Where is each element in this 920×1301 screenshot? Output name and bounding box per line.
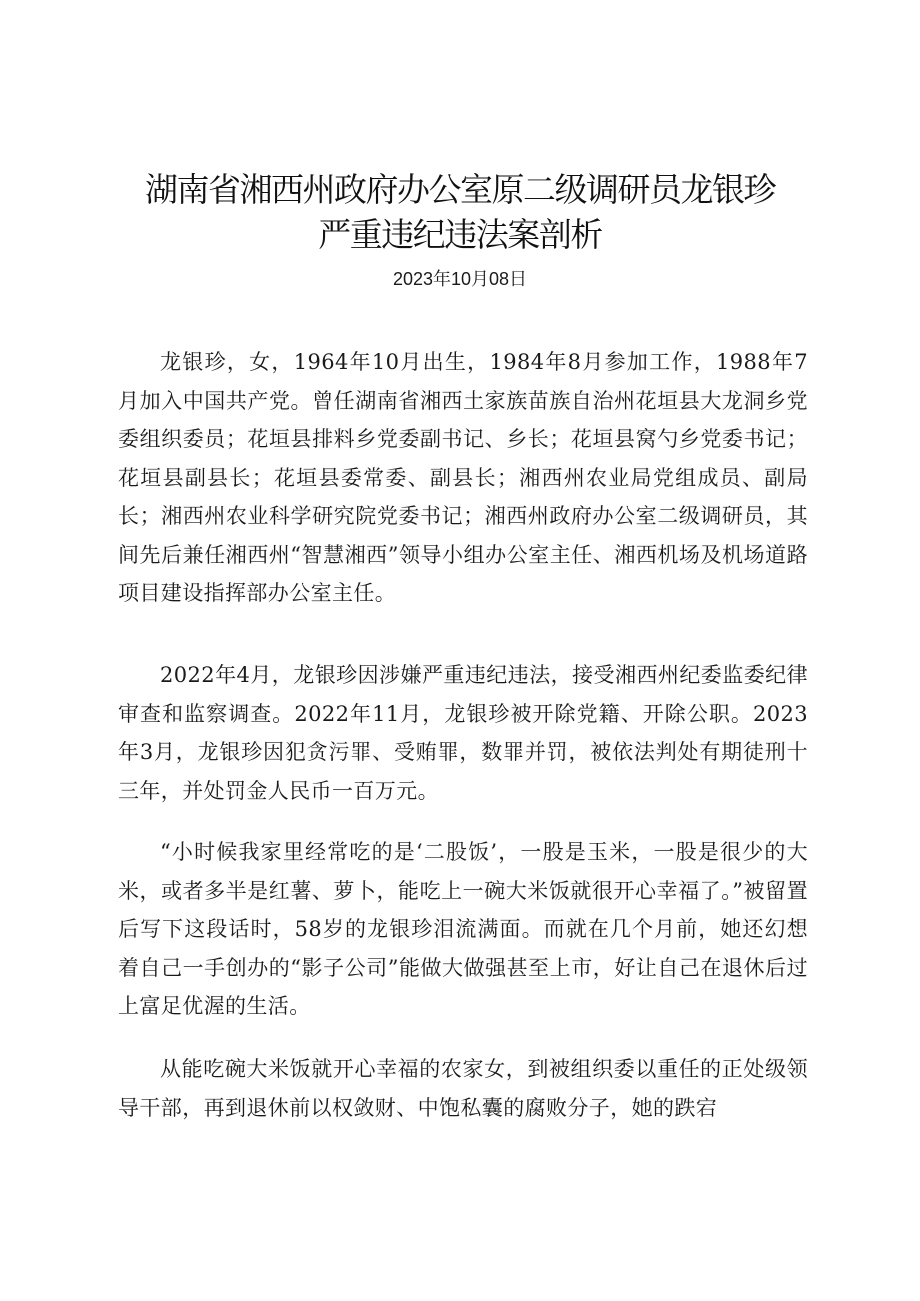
paragraph-quote: “小时候我家里经常吃的是‘二股饭’，一股是玉米，一股是很少的大米，或者多半是红薯、萝卜，能吃上一碗大米饭就很开心幸福了。”被留置后写下这段话时，58岁的龙银珍泪流满面。而就在几个月前，她还幻想着自己一手创办的“影子公司”能做大做强甚至上市，好让自己在退休后过上富足优渥的生活。 <box>118 840 808 1018</box>
article-title-line-2: 严重违纪违法案剖析 <box>318 215 602 254</box>
article-title-line-1: 湖南省湘西州政府办公室原二级调研员龙银珍 <box>145 170 775 209</box>
publish-date: 2023年10月08日 <box>392 269 528 289</box>
paragraph-investigation: 2022年4月，龙银珍因涉嫌严重违纪违法，接受湘西州纪委监委纪律审查和监察调查。2022年11月，龙银珍被开除党籍、开除公职。2023年3月，龙银珍因犯贪污罪、受贿罪，数罪并罚，被依法判处有期徒刑十三年，并处罚金人民币一百万元。 <box>118 663 808 803</box>
paragraph-summary: 从能吃碗大米饭就开心幸福的农家女，到被组织委以重任的正处级领导干部，再到退休前以权敛财、中饱私囊的腐败分子，她的跌宕 <box>118 1057 808 1120</box>
paragraph-biography: 龙银珍，女，1964年10月出生，1984年8月参加工作，1988年7月加入中国共产党。曾任湖南省湘西土家族苗族自治州花垣县大龙洞乡党委组织委员；花垣县排料乡党委副书记、乡长；花垣县窝勺乡党委书记；花垣县副县长；花垣县委常委、副县长；湘西州农业局党组成员、副局长；湘西州农业科学研究院党委书记；湘西州政府办公室二级调研员，其间先后兼任湘西州“智慧湘西”领导小组办公室主任、湘西机场及机场道路项目建设指挥部办公室主任。 <box>118 350 808 605</box>
